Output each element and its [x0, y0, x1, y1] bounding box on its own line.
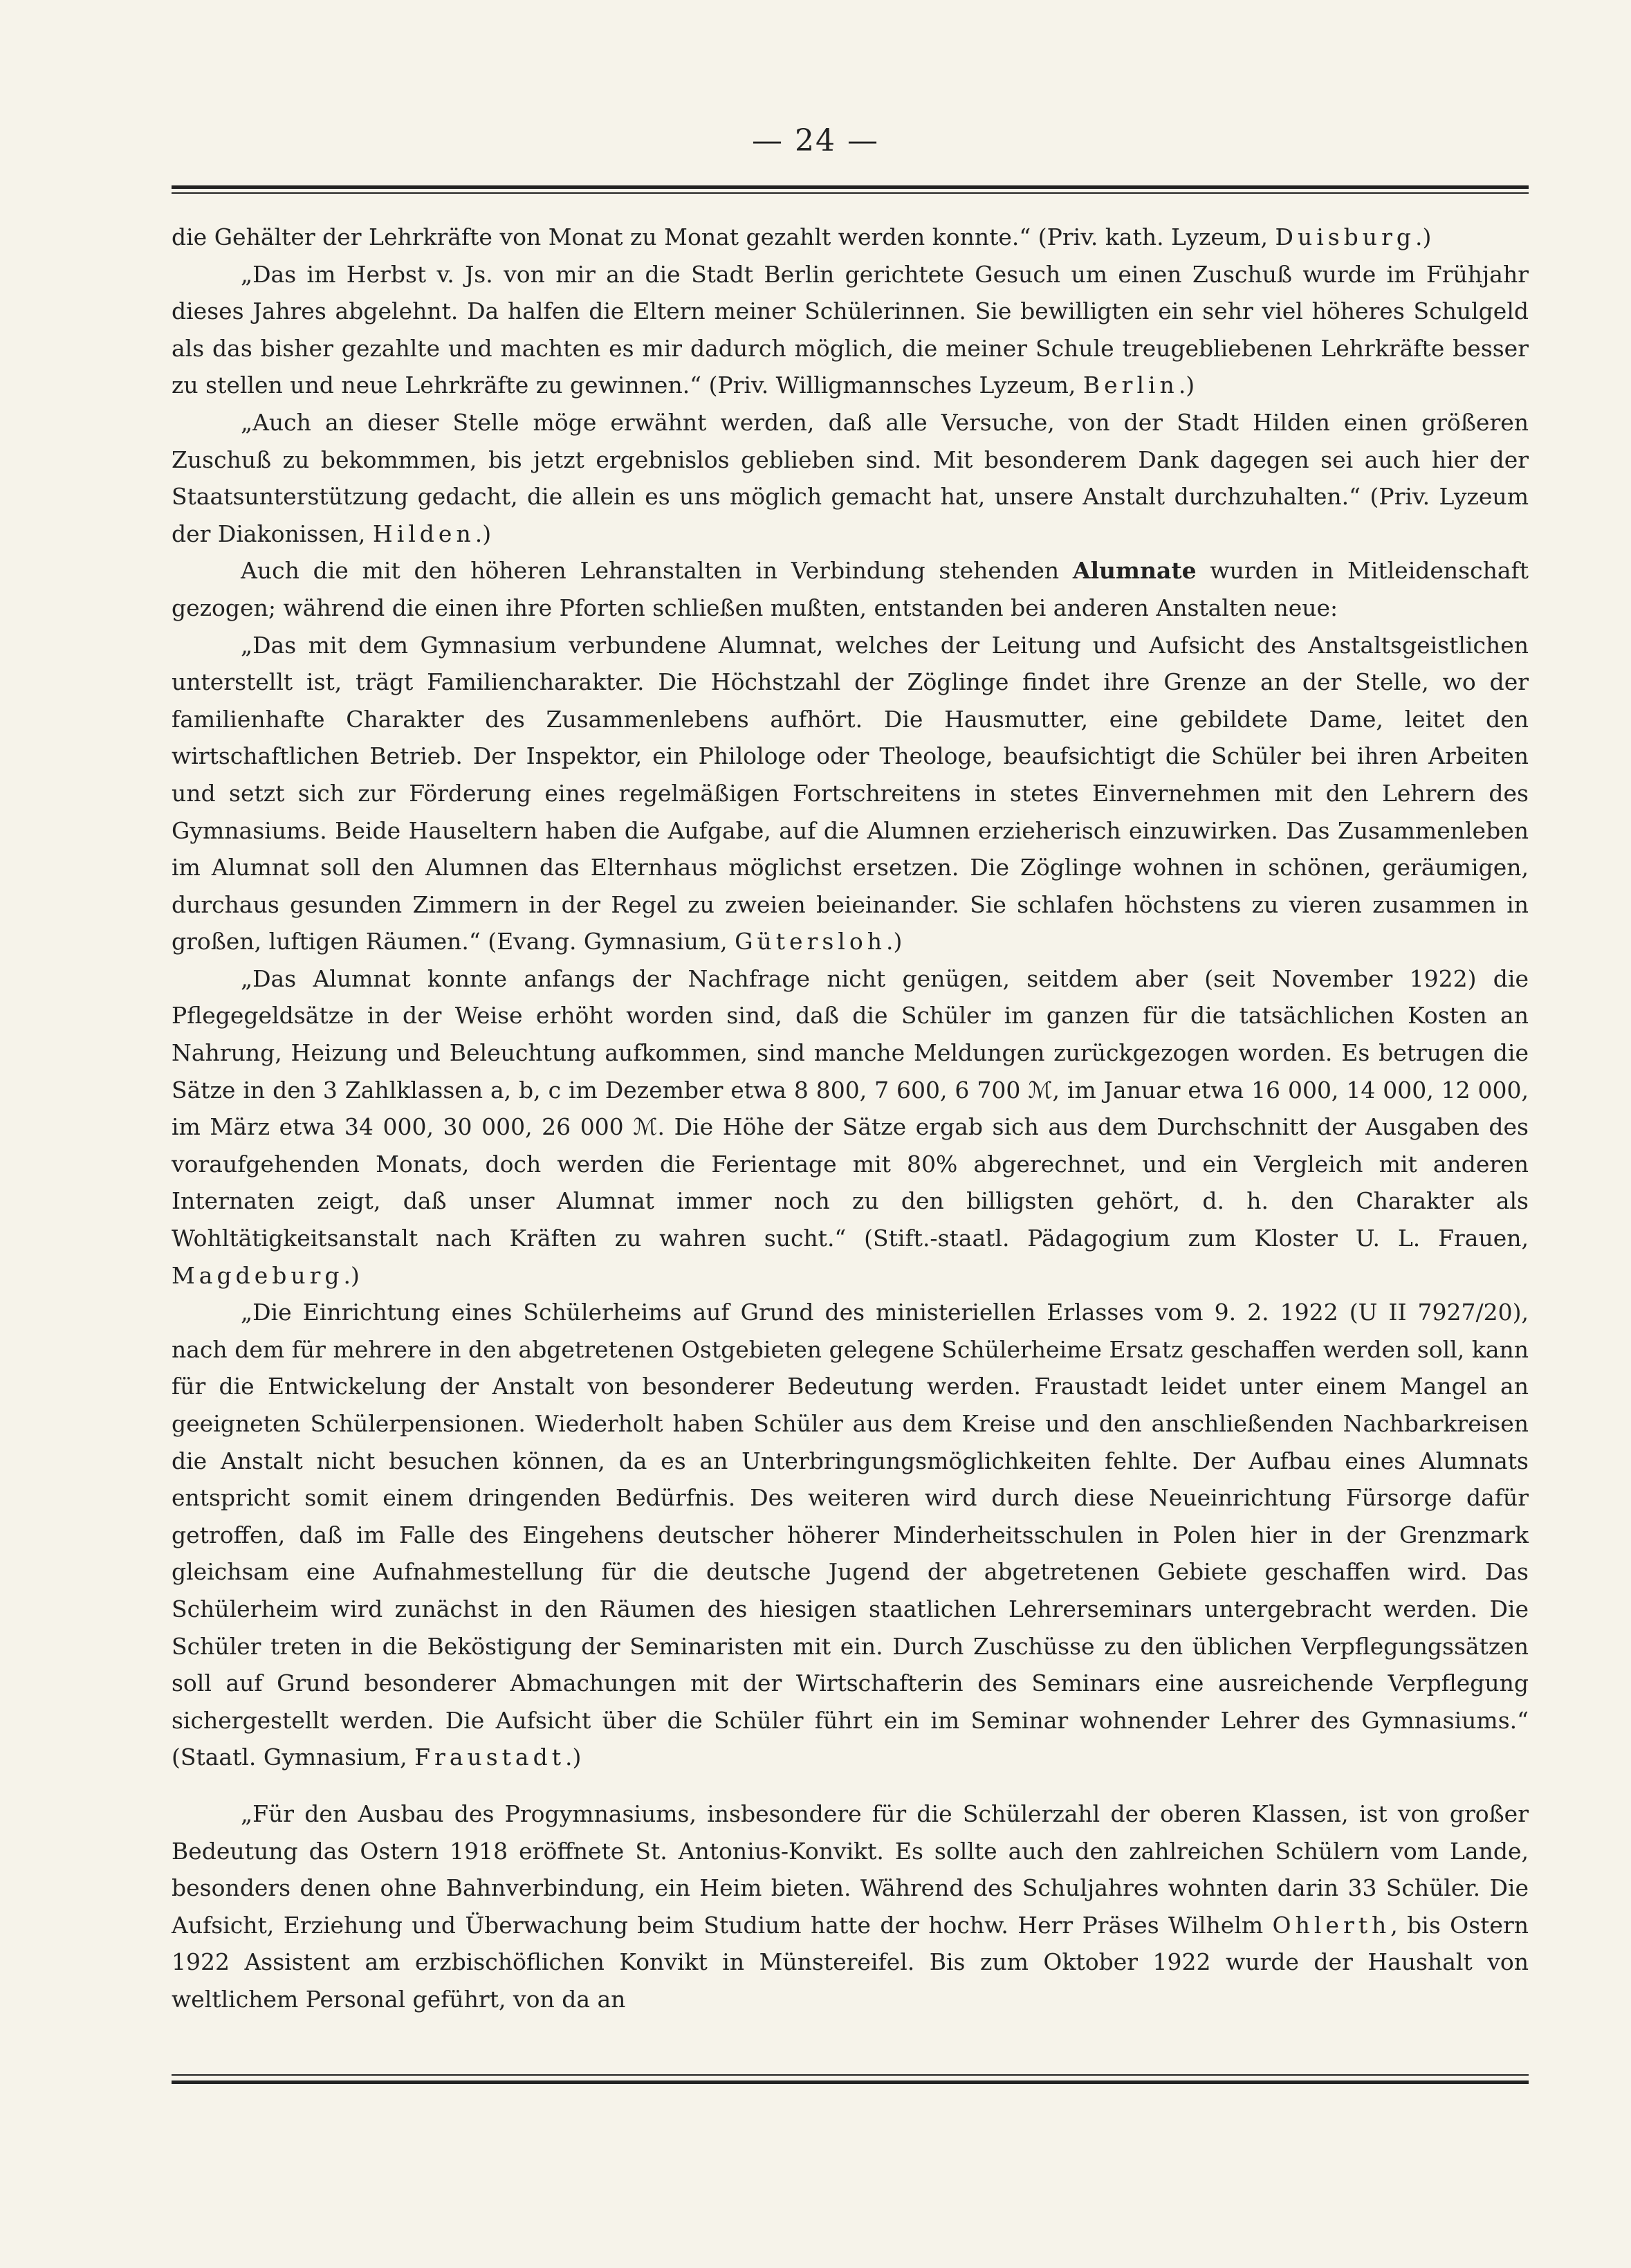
source-place: Magdeburg [172, 1261, 344, 1289]
emphasis-alumnate: Alumnate [1072, 557, 1197, 585]
person-name: Ohlerth [1272, 1911, 1391, 1939]
source-suffix: .) [1415, 223, 1432, 250]
paragraph-fraustadt [172, 1294, 1529, 1776]
page-number: — 24 — [752, 123, 879, 158]
source-place: Fraustadt [414, 1744, 565, 1771]
bottom-double-rule [172, 2074, 1529, 2084]
paragraph-alumnate-intro [172, 552, 1529, 626]
source-citation: (Staatl. Gymnasium, [172, 1744, 407, 1771]
source-citation: (Priv. Lyzeum der Diakonissen, [172, 483, 1529, 547]
source-place: Duisburg [1275, 223, 1415, 250]
paragraph-text: „Auch an dieser Stelle möge erwähnt werden, daß alle Versuche, von der Stadt Hilden einen größeren Zuschuß zu bekommmen, bis jetzt ergebnislos geblieben sind. Mit besonderem Dank dagegen sei auch hier der Staatsunterstützung gedacht, die allein es uns möglich gemacht hat, unsere Anstalt durchzuhalten.“ [172, 408, 1529, 511]
paragraph-text: „Das im Herbst v. Js. von mir an die Stadt Berlin gerichtete Gesuch um einen Zuschuß wurde im Frühjahr dieses Jahres abgelehnt. Da halfen die Eltern meiner Schülerinnen. Sie bewilligten ein sehr viel höheres Schulgeld als das bisher gezahlte und machten es mir dadurch möglich, die meiner Schule treugebliebenen Lehrkräfte besser zu stellen und neue Lehrkräfte zu gewinnen.“ [172, 260, 1529, 399]
paragraph-text: „Das mit dem Gymnasium verbundene Alumnat, welches der Leitung und Aufsicht des Anstaltsgeistlichen unterstellt ist, trägt Familiencharakter. Die Höchstzahl der Zöglinge findet ihre Grenze an der Stelle, wo der familienhafte Charakter des Zusammenlebens aufhört. Die Hausmutter, eine gebildete Dame, leitet den wirtschaftlichen Betrieb. Der Inspektor, ein Philologe oder Theologe, beaufsichtigt die Schüler bei ihren Arbeiten und setzt sich zur Förderung eines regelmäßigen Fortschreitens in stetes Einvernehmen mit den Lehrern des Gymnasiums. Beide Hauseltern haben die Aufgabe, auf die Alumnen erzieherisch einzuwirken. Das Zusammenleben im Alumnat soll den Alumnen das Elternhaus möglichst ersetzen. Die Zöglinge wohnen in schönen, geräumigen, durchaus gesunden Zimmern in der Regel zu zweien beieinander. Sie schlafen höchstens zu vieren zusammen in großen, luftigen Räumen.“ [172, 631, 1529, 955]
paragraph-duisburg [172, 219, 1529, 256]
source-citation: (Stift.-staatl. Pädagogium zum Kloster U. L. Frauen, [864, 1225, 1529, 1252]
source-suffix: .) [1178, 372, 1195, 399]
source-suffix: .) [565, 1744, 582, 1771]
source-place: Berlin [1082, 372, 1179, 399]
paragraph-hilden [172, 404, 1529, 552]
source-citation: (Evang. Gymnasium, [488, 928, 728, 955]
source-citation: (Priv. Willigmannsches Lyzeum, [708, 372, 1076, 399]
paragraph-progymnasium [172, 1795, 1529, 2018]
paragraph-berlin [172, 256, 1529, 404]
source-place: Gütersloh [735, 928, 886, 955]
paragraph-text: , bis Ostern 1922 Assistent am erzbischöflichen Konvikt in Münstereifel. Bis zum Oktober 1922 wurde der Haushalt von weltlichem Personal geführt, von da an [172, 1911, 1529, 2013]
source-suffix: .) [885, 928, 903, 955]
paragraph-text: „Die Einrichtung eines Schülerheims auf Grund des ministeriellen Erlasses vom 9. 2. 1922 (U II 7927/20), nach dem für mehrere in den abgetretenen Ostgebieten gelegene Schülerheime Ersatz geschaffen werden soll, kann für die Entwickelung der Anstalt von besonderer Bedeutung werden. Fraustadt leidet unter einem Mangel an geeigneten Schülerpensionen. Wiederholt haben Schüler aus dem Kreise und den anschließenden Nachbarkreisen die Anstalt nicht besuchen können, da es an Unterbringungsmöglichkeiten fehlte. Der Aufbau eines Alumnats entspricht somit einem dringenden Bedürfnis. Des weiteren wird durch diese Neueinrichtung Fürsorge dafür getroffen, daß im Falle des Eingehens deutscher höherer Minderheitsschulen in Polen hier in der Grenzmark gleichsam eine Aufnahmestellung für die deutsche Jugend der abgetretenen Gebiete geschaffen wird. Das Schülerheim wird zunächst in den Räumen des hiesigen staatlichen Lehrerseminars untergebracht werden. Die Schüler treten in die Beköstigung der Seminaristen mit ein. Durch Zuschüsse zu den üblichen Verpflegungssätzen soll auf Grund besonderer Abmachungen mit der Wirtschafterin des Seminars eine ausreichende Verpflegung sichergestellt werden. Die Aufsicht über die Schüler führt ein im Seminar wohnender Lehrer des Gymnasiums.“ [172, 1299, 1529, 1734]
source-suffix: .) [343, 1261, 360, 1289]
source-citation: (Priv. kath. Lyzeum, [1038, 223, 1268, 250]
paragraph-magdeburg [172, 960, 1529, 1294]
page-body [172, 219, 1529, 2018]
paragraph-text: „Das Alumnat konnte anfangs der Nachfrage nicht genügen, seitdem aber (seit November 1922) die Pflegegeldsätze in der Weise erhöht worden sind, daß die Schüler im ganzen für die tatsächlichen Kosten an Nahrung, Heizung und Beleuchtung aufkommen, sind manche Meldungen zurückgezogen worden. Es betrugen die Sätze in den 3 Zahlklassen a, b, c im Dezember etwa 8 800, 7 600, 6 700 ℳ, im Januar etwa 16 000, 14 000, 12 000, im März etwa 34 000, 30 000, 26 000 ℳ. Die Höhe der Sätze ergab sich aus dem Durchschnitt der Ausgaben des voraufgehenden Monats, doch werden die Ferientage mit 80% abgerechnet, und ein Vergleich mit anderen Internaten zeigt, daß unser Alumnat immer noch zu den billigsten gehört, d. h. den Charakter als Wohltätigkeitsanstalt nach Kräften zu wahren sucht.“ [172, 964, 1529, 1252]
paragraph-text: wurden in Mitleidenschaft gezogen; während die einen ihre Pforten schließen mußten, entstanden bei anderen Anstalten neue: [172, 557, 1529, 621]
paragraph-text: Auch die mit den höheren Lehranstalten in Verbindung stehenden [241, 557, 1060, 585]
source-suffix: .) [474, 520, 492, 547]
top-double-rule [172, 185, 1529, 194]
paragraph-text: „Für den Ausbau des Progymnasiums, insbesondere für die Schülerzahl der oberen Klassen, ist von großer Bedeutung das Ostern 1918 eröffnete St. Antonius-Konvikt. Es sollte auch den zahlreichen Schülern vom Lande, besonders denen ohne Bahnverbindung, ein Heim bieten. Während des Schuljahres wohnten darin 33 Schüler. Die Aufsicht, Erziehung und Überwachung beim Studium hatte der hochw. Herr Präses Wilhelm [172, 1800, 1529, 1939]
source-place: Hilden [372, 520, 475, 547]
paragraph-guetersloh [172, 627, 1529, 960]
paragraph-text: die Gehälter der Lehrkräfte von Monat zu Monat gezahlt werden konnte.“ [172, 223, 1031, 250]
